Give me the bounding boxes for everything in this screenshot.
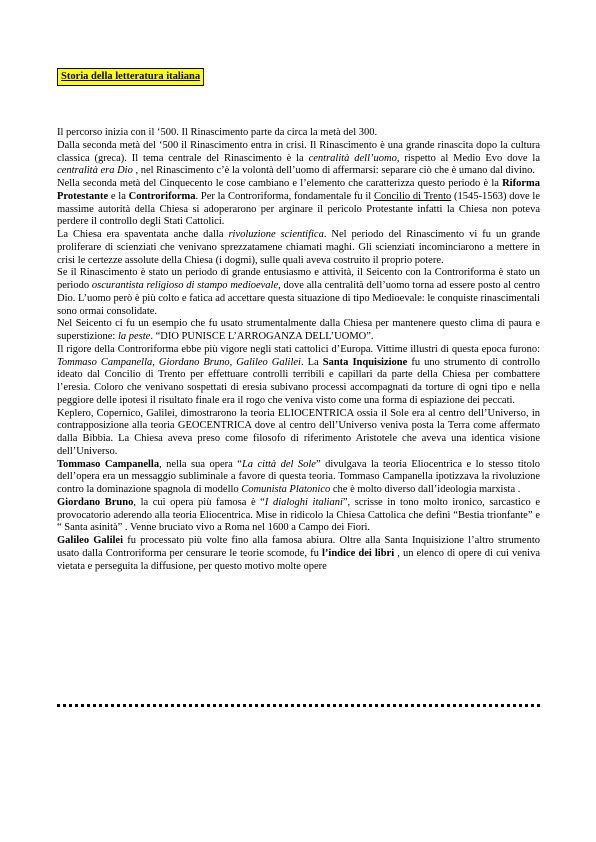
italic-text: Tommaso Campanella, Giordano Bruno, Galileo Galilei (57, 356, 301, 368)
italic-text: rivoluzione scientifica (228, 229, 324, 240)
text-run: . La (300, 356, 323, 368)
paragraph (57, 408, 540, 459)
text-run: . “DIO PUNISCE L’ARROGANZA DELL’UOMO”. (150, 331, 374, 342)
bold-text: Tommaso Campanella (57, 458, 160, 470)
text-run: Se il Rinascimento è stato un periodo di grande entusiasmo e attività, il Seicento con la Controriforma è stato un periodo (57, 267, 540, 291)
paragraph (57, 318, 540, 344)
paragraph (57, 229, 540, 267)
text-run: Il rigore della Controriforma ebbe più vigore negli stati cattolici d’Europa. Vittime illustri di questa epoca furono: (57, 343, 540, 355)
paragraph (57, 497, 540, 535)
text-run: ” divulgava la teoria Eliocentrica e lo stesso titolo dell’opera era un messaggio subliminale a favore di questa teoria. Tommaso Campanella ipotizzava la rivoluzione contro la dominazione spagnola di modello (57, 458, 540, 495)
text-run: Il percorso inizia con il ‘500. Il Rinascimento parte da circa la metà del 300. (57, 127, 378, 138)
text-run: Nel Seicento ci fu un esempio che fu usato strumentalmente dalla Chiesa per mantenere questo clima di paura e superstizione: (57, 318, 540, 342)
italic-text: La città del Sole (241, 458, 316, 470)
text-run: fu uno strumento di controllo ideato dal Concilio di Trento per effettuare controlli terribili e capillari da parte della Chiesa per combattere l’eresia. Coloro che venivano sospettati di eresia subivano processi accompagnati da torture di ogni tipo e nella peggiore delle ipotesi il risultato finale era il rogo che veniva visto come una forma di espiazione dei peccati. (57, 356, 541, 406)
text-run: Keplero, Copernico, Galilei, dimostrarono la teoria ELIOCENTRICA ossia il Sole era al centro dell’Universo, in contrapposizione alla teoria GEOCENTRICA dove al centro dell’Universo veniva posta la Terra come affermato dalla Bibbia. La Chiesa aveva preso come filosofo di riferimento Aristotele che aveva una identica visione dell’Universo. (57, 407, 540, 457)
document-title: Storia della letteratura italiana (57, 68, 204, 86)
bold-text: Galileo Galilei (57, 535, 124, 546)
italic-text: oscurantista religioso di stampo medioevale (91, 280, 279, 291)
paragraph (57, 459, 540, 497)
underlined-text: Concilio di Trento (373, 190, 452, 202)
italic-text: la peste (117, 331, 151, 342)
text-run: , la cui opera più famosa è “ (133, 496, 265, 508)
italic-text: centralità dell’uomo (308, 152, 397, 164)
italic-text: centralità era Dio (57, 165, 133, 177)
dotted-divider (57, 704, 540, 707)
paragraph (57, 267, 540, 318)
text-run: . Per la Controriforma, fondamentale fu il (195, 190, 374, 202)
text-run: fu processato più volte fino alla famosa abiura. Oltre alla Santa Inquisizione l’altro strumento usato dalla Controriforma per censurare le teorie scomode, fu (57, 535, 540, 559)
text-run: . Nel periodo del Rinascimento vi fu un grande proliferare di scienziati che venivano sprezzatamene chiamati maghi. Gli scienziati incominciarono a mettere in crisi le certezze assolute della Chiesa (i dogmi), sulle quali aveva costruito il proprio potere. (57, 229, 540, 266)
text-run: , rispetto al Medio Evo dove la (396, 152, 541, 164)
text-run: ”, scrisse in tono molto ironico, sarcastico e provocatorio aderendo alla teoria Eliocentrica. Mise in ridicolo la Chiesa Cattolica che definì “Bestia trionfante” e “ Santa asinità” . Venne bruciato vivo a Roma nel 1600 a Campo dei Fiori. (57, 496, 540, 534)
document-body (57, 127, 540, 573)
text-run: , nella sua opera “ (159, 458, 242, 470)
bold-text: l’indice dei libri (322, 547, 395, 559)
bold-text: Controriforma (128, 190, 196, 202)
paragraph (57, 535, 540, 573)
text-run: Dalla seconda metà del ‘500 il Rinascimento entra in crisi. Il Rinascimento è una grande rinascita dopo la cultura classica (greca). Il tema centrale del Rinascimento è la (57, 139, 540, 164)
bold-text: Riforma Protestante (57, 178, 540, 202)
text-run: (1545-1563) dove le massime autorità della Chiesa si adoperarono per arginare il pericolo Protestante infatti la Chiesa non poteva perdere il controllo degli Stati Cattolici. (57, 190, 541, 228)
text-run: , un elenco di opere di cui veniva vietata e perseguita la diffusione, per questo motivo molte opere (57, 547, 540, 572)
paragraph (57, 127, 540, 140)
italic-text: I dialoghi italiani (264, 496, 343, 508)
text-run: Nella seconda metà del Cinquecento le cose cambiano e l’elemento che caratterizza questo periodo è la (57, 178, 503, 189)
italic-text: Comunista Platonico (241, 484, 331, 495)
paragraph (57, 178, 540, 229)
paragraph (57, 140, 540, 178)
text-run: La Chiesa era spaventata anche dalla (57, 229, 229, 240)
bold-text: Giordano Bruno (57, 496, 134, 508)
text-run: , dove alla centralità dell’uomo torna ad essere posto al centro Dio. L’uomo però è più colto e fatica ad accettare questa situazione di tipo Medioevale: le conquiste rinascimentali sono ormai consolidate. (57, 280, 540, 317)
text-run: , nel Rinascimento c’è la volontà dell’uomo di affermarsi: separare ciò che è umano dal divino. (132, 165, 535, 177)
bold-text: Santa Inquisizione (322, 356, 408, 368)
text-run: che è molto diverso dall’ideologia marxista . (330, 484, 521, 495)
paragraph (57, 344, 540, 408)
text-run: e la (108, 190, 129, 202)
